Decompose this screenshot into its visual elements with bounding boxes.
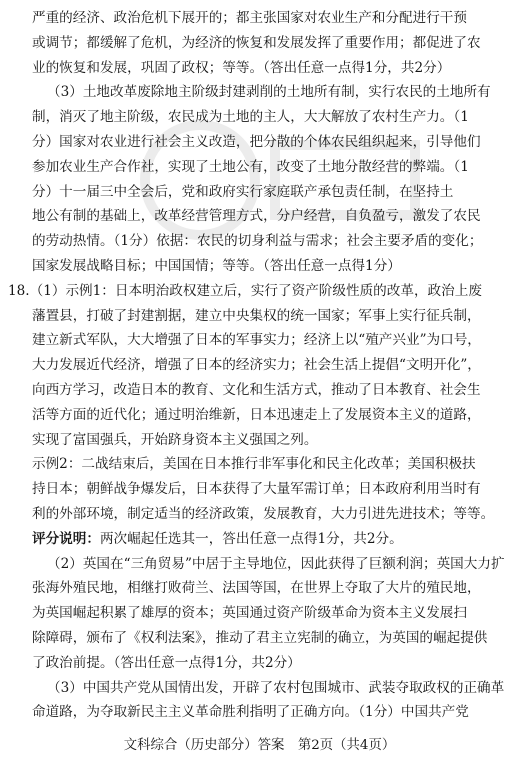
line-text: 向西方学习，改造日本的教育、文化和生活方式，推动了日本教育、社会生 <box>32 382 481 398</box>
scoring-note-label: 评分说明： <box>32 530 100 547</box>
line-text: 制，消灭了地主阶级，农民成为土地的主人，大大解放了农村生产力。（1 <box>32 109 469 126</box>
text-line <box>0 576 519 600</box>
line-text: 建立新式军队，大大增强了日本的军事实力；经济上以“殖产兴业”为口号， <box>32 332 481 349</box>
text-line <box>0 452 519 476</box>
line-text: 或调节；都缓解了危机，为经济的恢复和发展发挥了重要作用；都促进了农 <box>32 34 481 51</box>
text-line <box>0 6 519 30</box>
line-text: 18.（1）示例1：日本明治政权建立后，实行了资产阶级性质的改革，政治上废 <box>8 282 482 299</box>
text-line <box>0 80 519 104</box>
text-line <box>0 353 519 377</box>
line-text: 分）国家对农业进行社会主义改造，把分散的个体农民组织起来，引导他们 <box>32 134 481 150</box>
page-footer: 文科综合（历史部分）答案 第2页（共4页） <box>123 738 396 753</box>
text-line <box>0 676 519 700</box>
line-text: （3）土地改革废除地主阶级封建剥削的土地所有制，实行农民的土地所有 <box>47 84 491 101</box>
text-line <box>0 155 519 179</box>
text-line <box>0 626 519 650</box>
text-line <box>0 279 519 303</box>
text-line <box>0 403 519 427</box>
text-line <box>0 31 519 55</box>
text-line <box>0 502 519 526</box>
line-text: （2）英国在“三角贸易”中居于主导地位，因此获得了巨额利润；英国大力扩 <box>47 555 505 572</box>
line-text: 活等方面的近代化；通过明治维新，日本迅速走上了发展资本主义的道路， <box>32 406 481 423</box>
line-text: 利的外部环境，制定适当的经济政策，发展教育，大力引进先进技术；等等。 <box>32 506 495 522</box>
text-line <box>0 304 519 328</box>
line-text: 业的恢复和发展，巩固了政权；等等。（答出任意一点得1分，共2分） <box>32 59 451 76</box>
text-line <box>0 130 519 154</box>
text-line <box>0 328 519 352</box>
text-line <box>0 56 519 80</box>
line-text: 实现了富国强兵，开始跻身资本主义强国之列。 <box>32 431 318 448</box>
line-text: 的劳动热情。（1分）依据：农民的切身利益与需求；社会主要矛盾的变化； <box>32 233 483 250</box>
text-line <box>0 428 519 452</box>
line-text: （3）中国共产党从国情出发，开辟了农村包围城市、武装夺取政权的正确革 <box>47 679 505 696</box>
line-text: 两次崛起任选其一，答出任意一点得1分，共2分。 <box>99 530 403 547</box>
text-line <box>0 527 519 551</box>
text-line <box>0 477 519 501</box>
text-line <box>0 651 519 675</box>
line-text: 藩置县，打破了封建割据，建立中央集权的统一国家；军事上实行征兵制， <box>32 307 481 324</box>
text-line <box>0 229 519 253</box>
text-line <box>0 552 519 576</box>
text-line <box>0 700 519 724</box>
text-line <box>0 180 519 204</box>
line-text: 持日本；朝鲜战争爆发后，日本获得了大量军需订单；日本政府利用当时有 <box>32 481 481 498</box>
line-text: 参加农业生产合作社，实现了土地公有，改变了土地分散经营的弊端。（1 <box>32 158 469 175</box>
line-text: 大力发展近代经济，增强了日本的经济实力；社会生活上提倡“文明开化”， <box>32 357 481 374</box>
line-text: 张海外殖民地，相继打败荷兰、法国等国，在世界上夺取了大片的殖民地， <box>32 580 481 597</box>
text-line <box>0 601 519 625</box>
line-text: 命道路，为夺取新民主主义革命胜利指明了正确方向。（1分）中国共产党 <box>32 704 469 721</box>
line-text: 了政治前提。（答出任意一点得1分，共2分） <box>32 654 301 671</box>
line-text: 国家发展战略目标；中国国情；等等。（答出任意一点得1分） <box>32 258 401 274</box>
line-text: 严重的经济、政治危机下展开的；都主张国家对农业生产和分配进行干预 <box>32 10 467 26</box>
text-line <box>0 254 519 278</box>
line-text: 分）十一届三中全会后，党和政府实行家庭联产承包责任制，在坚持土 <box>32 183 454 200</box>
line-text: 除障碍，颁布了《权利法案》，推动了君主立宪制的确立，为英国的崛起提供 <box>32 630 488 646</box>
text-line <box>0 204 519 228</box>
text-line <box>0 105 519 129</box>
text-line <box>0 378 519 402</box>
line-text: 地公有制的基础上，改革经营管理方式，分户经营，自负盈亏，激发了农民 <box>32 208 481 225</box>
line-text: 示例2：二战结束后，美国在日本推行非军事化和民主化改革；美国积极扶 <box>32 456 476 473</box>
line-text: 为英国崛起积累了雄厚的资本；英国通过资产阶级革命为资本主义发展扫 <box>32 605 467 622</box>
